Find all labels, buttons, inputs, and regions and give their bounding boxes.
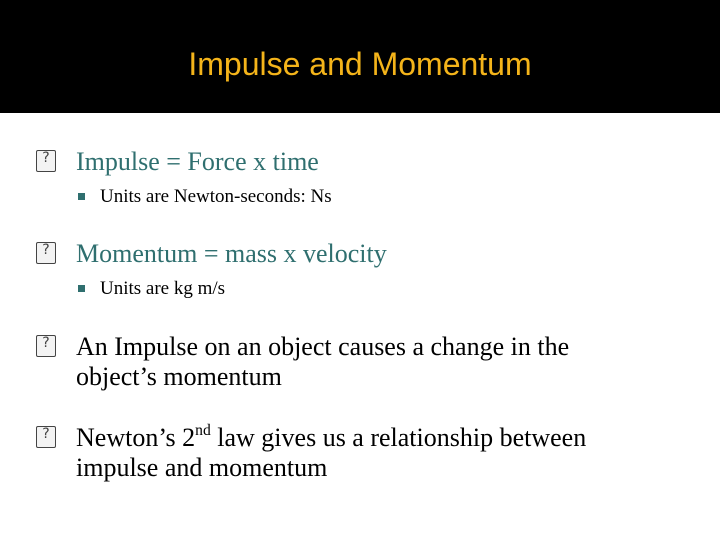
subbullet-text: Units are Newton-seconds: Ns	[100, 186, 332, 207]
bullet-line-1: An Impulse on an object causes a change in the	[76, 332, 570, 361]
bullet-icon	[36, 426, 56, 448]
bullet-text: Momentum = mass x velocity	[76, 239, 387, 268]
bullet-icon	[36, 242, 56, 264]
square-bullet-icon	[78, 285, 85, 292]
bullet-line-2: impulse and momentum	[76, 453, 328, 482]
square-bullet-icon	[78, 193, 85, 200]
bullet-icon	[36, 335, 56, 357]
bullet-text	[76, 332, 569, 392]
superscript-nd: nd	[195, 422, 211, 440]
bullet-line-2: object’s momentum	[76, 362, 282, 391]
slide-title: Impulse and Momentum	[188, 46, 532, 82]
bullet-text	[76, 423, 586, 483]
bullet-icon	[36, 150, 56, 172]
subbullet-text: Units are kg m/s	[100, 278, 226, 299]
bullet-text: Impulse = Force x time	[76, 147, 319, 176]
bullet-line-1	[76, 423, 586, 453]
law-text: law gives us a relationship between	[210, 423, 587, 452]
newton-text: Newton’s 2	[76, 423, 196, 452]
